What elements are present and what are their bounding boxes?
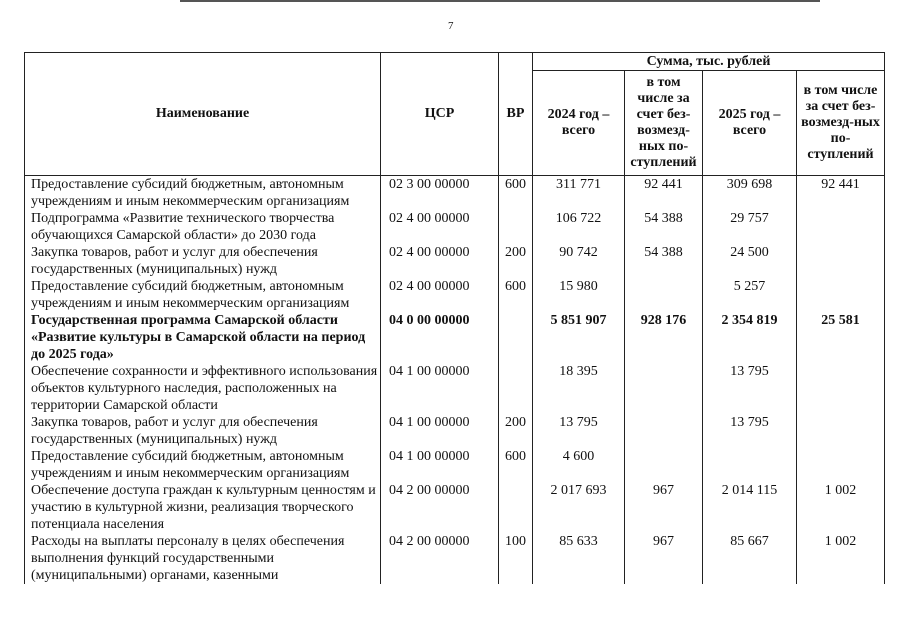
cell-csr: 02 4 00 00000 <box>381 244 499 278</box>
top-rule <box>180 0 820 2</box>
cell-name: Обеспечение сохранности и эффективного использования объектов культурного наследия, расположенных на территории Самарской области <box>25 363 381 414</box>
cell-name: Предоставление субсидий бюджетным, автономным учреждениям и иным некоммерческим организациям <box>25 176 381 211</box>
table-row <box>25 278 885 312</box>
cell-2024-total: 18 395 <box>533 363 625 414</box>
table-row <box>25 448 885 482</box>
header-row-1 <box>25 53 885 71</box>
cell-2025-free: 1 002 <box>797 482 885 533</box>
cell-2025-total: 13 795 <box>703 363 797 414</box>
cell-2024-free <box>625 278 703 312</box>
cell-2025-free: 1 002 <box>797 533 885 584</box>
cell-csr: 04 1 00 00000 <box>381 414 499 448</box>
cell-vr: 600 <box>499 278 533 312</box>
cell-vr <box>499 363 533 414</box>
cell-name: Закупка товаров, работ и услуг для обеспечения государственных (муниципальных) нужд <box>25 244 381 278</box>
cell-2025-total: 2 354 819 <box>703 312 797 363</box>
cell-csr: 04 1 00 00000 <box>381 448 499 482</box>
cell-2025-free <box>797 448 885 482</box>
cell-csr: 04 1 00 00000 <box>381 363 499 414</box>
cell-2025-total: 5 257 <box>703 278 797 312</box>
header-2024-total: 2024 год – всего <box>533 71 625 176</box>
cell-vr <box>499 482 533 533</box>
header-name: Наименование <box>25 53 381 176</box>
table-row <box>25 244 885 278</box>
cell-2025-total <box>703 448 797 482</box>
table-row <box>25 210 885 244</box>
cell-2024-total: 4 600 <box>533 448 625 482</box>
header-2025-free: в том числе за счет без-возмезд-ных по-ступлений <box>797 71 885 176</box>
cell-2024-total: 90 742 <box>533 244 625 278</box>
cell-2025-total: 309 698 <box>703 176 797 211</box>
header-sum-group: Сумма, тыс. рублей <box>533 53 885 71</box>
cell-name: Предоставление субсидий бюджетным, автономным учреждениям и иным некоммерческим организациям <box>25 448 381 482</box>
cell-2024-total: 13 795 <box>533 414 625 448</box>
cell-2024-total: 2 017 693 <box>533 482 625 533</box>
cell-vr <box>499 312 533 363</box>
cell-vr: 600 <box>499 176 533 211</box>
cell-vr: 600 <box>499 448 533 482</box>
header-vr: ВР <box>499 53 533 176</box>
cell-2024-total: 311 771 <box>533 176 625 211</box>
cell-2024-free <box>625 363 703 414</box>
cell-name: Государственная программа Самарской области «Развитие культуры в Самарской области на период до 2025 года» <box>25 312 381 363</box>
cell-2024-total: 106 722 <box>533 210 625 244</box>
cell-csr: 04 0 00 00000 <box>381 312 499 363</box>
cell-2025-free: 92 441 <box>797 176 885 211</box>
cell-csr: 02 4 00 00000 <box>381 278 499 312</box>
header-2024-free: в том числе за счет без-возмезд-ных по-ступлений <box>625 71 703 176</box>
cell-vr: 200 <box>499 414 533 448</box>
cell-2025-total: 24 500 <box>703 244 797 278</box>
cell-2024-free: 54 388 <box>625 244 703 278</box>
table-row <box>25 312 885 363</box>
cell-2024-free: 967 <box>625 482 703 533</box>
cell-2025-total: 2 014 115 <box>703 482 797 533</box>
cell-2025-total: 29 757 <box>703 210 797 244</box>
cell-2024-free: 54 388 <box>625 210 703 244</box>
cell-vr: 100 <box>499 533 533 584</box>
cell-vr <box>499 210 533 244</box>
cell-name: Расходы на выплаты персоналу в целях обеспечения выполнения функций государственными (муниципальными) органами, казенными <box>25 533 381 584</box>
cell-name: Подпрограмма «Развитие технического творчества обучающихся Самарской области» до 2030 года <box>25 210 381 244</box>
cell-2024-free: 928 176 <box>625 312 703 363</box>
cell-2024-free <box>625 414 703 448</box>
cell-2025-free <box>797 363 885 414</box>
cell-vr: 200 <box>499 244 533 278</box>
header-2025-total: 2025 год – всего <box>703 71 797 176</box>
cell-name: Предоставление субсидий бюджетным, автономным учреждениям и иным некоммерческим организациям <box>25 278 381 312</box>
table-row <box>25 414 885 448</box>
cell-2025-total: 85 667 <box>703 533 797 584</box>
cell-2024-free: 967 <box>625 533 703 584</box>
page-number: 7 <box>448 20 454 32</box>
cell-2025-free <box>797 278 885 312</box>
cell-2025-free: 25 581 <box>797 312 885 363</box>
cell-2025-total: 13 795 <box>703 414 797 448</box>
cell-csr: 02 3 00 00000 <box>381 176 499 211</box>
cell-2024-total: 15 980 <box>533 278 625 312</box>
cell-csr: 04 2 00 00000 <box>381 533 499 584</box>
cell-2025-free <box>797 244 885 278</box>
cell-csr: 04 2 00 00000 <box>381 482 499 533</box>
table-row <box>25 176 885 211</box>
table-body <box>25 176 885 585</box>
cell-2024-total: 5 851 907 <box>533 312 625 363</box>
cell-2024-free: 92 441 <box>625 176 703 211</box>
cell-csr: 02 4 00 00000 <box>381 210 499 244</box>
cell-name: Обеспечение доступа граждан к культурным ценностям и участию в культурной жизни, реализация творческого потенциала населения <box>25 482 381 533</box>
cell-2025-free <box>797 210 885 244</box>
budget-table <box>24 52 885 584</box>
cell-2024-total: 85 633 <box>533 533 625 584</box>
table-row <box>25 482 885 533</box>
cell-2024-free <box>625 448 703 482</box>
table-row <box>25 363 885 414</box>
cell-name: Закупка товаров, работ и услуг для обеспечения государственных (муниципальных) нужд <box>25 414 381 448</box>
cell-2025-free <box>797 414 885 448</box>
table-row <box>25 533 885 584</box>
header-csr: ЦСР <box>381 53 499 176</box>
